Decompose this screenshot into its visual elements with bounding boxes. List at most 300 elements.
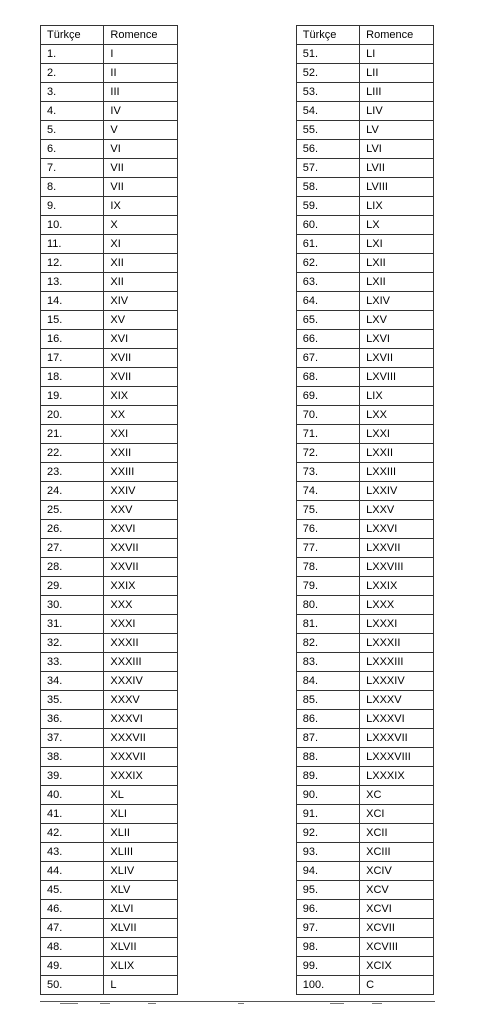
left-romence-cell: XVII [104, 349, 178, 368]
left-romence-cell: IX [104, 197, 178, 216]
table-row [41, 805, 434, 824]
column-gap [178, 539, 297, 558]
right-romence-cell: LX [360, 216, 434, 235]
table-row [41, 729, 434, 748]
left-romence-cell: II [104, 64, 178, 83]
right-turkce-cell: 70. [296, 406, 359, 425]
left-romence-cell: XXVI [104, 520, 178, 539]
right-romence-cell: LXXVI [360, 520, 434, 539]
right-turkce-cell: 78. [296, 558, 359, 577]
left-romence-cell: XLIII [104, 843, 178, 862]
table-row [41, 596, 434, 615]
left-turkce-cell: 14. [41, 292, 104, 311]
table-row [41, 957, 434, 976]
left-header-turkce: Türkçe [41, 26, 104, 45]
right-romence-cell: LXX [360, 406, 434, 425]
right-romence-cell: LXXII [360, 444, 434, 463]
left-turkce-cell: 21. [41, 425, 104, 444]
left-turkce-cell: 33. [41, 653, 104, 672]
left-turkce-cell: 41. [41, 805, 104, 824]
column-gap [178, 140, 297, 159]
right-romence-cell: LIV [360, 102, 434, 121]
right-romence-cell: LIII [360, 83, 434, 102]
left-romence-cell: XLVI [104, 900, 178, 919]
left-turkce-cell: 7. [41, 159, 104, 178]
right-romence-cell: LII [360, 64, 434, 83]
right-romence-cell: LXXV [360, 501, 434, 520]
column-gap [178, 406, 297, 425]
column-gap [178, 843, 297, 862]
left-turkce-cell: 28. [41, 558, 104, 577]
column-gap [178, 368, 297, 387]
left-turkce-cell: 24. [41, 482, 104, 501]
left-romence-cell: XXIV [104, 482, 178, 501]
left-romence-cell: XXXVII [104, 729, 178, 748]
right-turkce-cell: 59. [296, 197, 359, 216]
cut-text-fragment [330, 1003, 344, 1004]
right-turkce-cell: 51. [296, 45, 359, 64]
right-turkce-cell: 77. [296, 539, 359, 558]
left-romence-cell: IV [104, 102, 178, 121]
left-turkce-cell: 29. [41, 577, 104, 596]
table-row [41, 254, 434, 273]
table-row [41, 881, 434, 900]
right-turkce-cell: 63. [296, 273, 359, 292]
cut-text-fragment [60, 1003, 78, 1004]
table-row [41, 463, 434, 482]
left-romence-cell: III [104, 83, 178, 102]
left-turkce-cell: 26. [41, 520, 104, 539]
left-romence-cell: XXVII [104, 539, 178, 558]
table-row [41, 938, 434, 957]
left-turkce-cell: 31. [41, 615, 104, 634]
left-turkce-cell: 46. [41, 900, 104, 919]
table-row [41, 710, 434, 729]
column-gap [178, 653, 297, 672]
column-gap [178, 64, 297, 83]
left-turkce-cell: 47. [41, 919, 104, 938]
column-gap [178, 178, 297, 197]
left-romence-cell: XXVII [104, 558, 178, 577]
table-row [41, 64, 434, 83]
left-turkce-cell: 48. [41, 938, 104, 957]
left-romence-cell: VII [104, 159, 178, 178]
right-turkce-cell: 99. [296, 957, 359, 976]
right-romence-cell: XCII [360, 824, 434, 843]
right-romence-cell: LXXIX [360, 577, 434, 596]
left-romence-cell: XXXIX [104, 767, 178, 786]
column-gap [178, 824, 297, 843]
right-turkce-cell: 90. [296, 786, 359, 805]
left-turkce-cell: 6. [41, 140, 104, 159]
right-turkce-cell: 61. [296, 235, 359, 254]
right-romence-cell: LXIV [360, 292, 434, 311]
table-row [41, 387, 434, 406]
left-romence-cell: XXXVI [104, 710, 178, 729]
left-turkce-cell: 25. [41, 501, 104, 520]
table-row [41, 767, 434, 786]
left-romence-cell: XVII [104, 368, 178, 387]
table-row [41, 406, 434, 425]
right-romence-cell: LXXXIX [360, 767, 434, 786]
left-turkce-cell: 32. [41, 634, 104, 653]
table-row [41, 615, 434, 634]
left-romence-cell: XI [104, 235, 178, 254]
right-turkce-cell: 62. [296, 254, 359, 273]
left-romence-cell: XLI [104, 805, 178, 824]
right-turkce-cell: 58. [296, 178, 359, 197]
table-row [41, 672, 434, 691]
column-gap [178, 615, 297, 634]
table-row [41, 786, 434, 805]
left-romence-cell: XII [104, 273, 178, 292]
right-turkce-cell: 88. [296, 748, 359, 767]
right-romence-cell: LXXXV [360, 691, 434, 710]
column-gap [178, 121, 297, 140]
left-turkce-cell: 22. [41, 444, 104, 463]
table-row [41, 824, 434, 843]
right-romence-cell: XCVI [360, 900, 434, 919]
right-romence-cell: LXXXI [360, 615, 434, 634]
right-turkce-cell: 79. [296, 577, 359, 596]
table-row [41, 444, 434, 463]
right-romence-cell: LXII [360, 273, 434, 292]
table-row [41, 83, 434, 102]
column-gap [178, 159, 297, 178]
table-row [41, 292, 434, 311]
left-turkce-cell: 18. [41, 368, 104, 387]
right-turkce-cell: 66. [296, 330, 359, 349]
right-turkce-cell: 71. [296, 425, 359, 444]
right-romence-cell: C [360, 976, 434, 995]
left-romence-cell: XXII [104, 444, 178, 463]
left-romence-cell: XXI [104, 425, 178, 444]
left-romence-cell: XXIX [104, 577, 178, 596]
right-turkce-cell: 76. [296, 520, 359, 539]
left-romence-cell: VII [104, 178, 178, 197]
left-romence-cell: XL [104, 786, 178, 805]
left-turkce-cell: 40. [41, 786, 104, 805]
column-gap [178, 387, 297, 406]
table-row [41, 900, 434, 919]
left-turkce-cell: 3. [41, 83, 104, 102]
table-row [41, 311, 434, 330]
left-romence-cell: XXXII [104, 634, 178, 653]
column-gap [178, 938, 297, 957]
right-turkce-cell: 54. [296, 102, 359, 121]
table-row [41, 102, 434, 121]
column-gap [178, 463, 297, 482]
table-row [41, 140, 434, 159]
right-turkce-cell: 91. [296, 805, 359, 824]
right-romence-cell: XCV [360, 881, 434, 900]
right-turkce-cell: 72. [296, 444, 359, 463]
right-turkce-cell: 96. [296, 900, 359, 919]
left-turkce-cell: 37. [41, 729, 104, 748]
left-turkce-cell: 43. [41, 843, 104, 862]
right-turkce-cell: 92. [296, 824, 359, 843]
right-romence-cell: LXVIII [360, 368, 434, 387]
left-romence-cell: XLVII [104, 938, 178, 957]
right-turkce-cell: 53. [296, 83, 359, 102]
left-turkce-cell: 5. [41, 121, 104, 140]
right-romence-cell: LXXIV [360, 482, 434, 501]
right-turkce-cell: 84. [296, 672, 359, 691]
table-row [41, 368, 434, 387]
column-gap [178, 273, 297, 292]
left-romence-cell: XXXVII [104, 748, 178, 767]
table-row [41, 121, 434, 140]
right-romence-cell: LXXI [360, 425, 434, 444]
right-romence-cell: LVI [360, 140, 434, 159]
right-turkce-cell: 100. [296, 976, 359, 995]
table-row [41, 577, 434, 596]
right-turkce-cell: 52. [296, 64, 359, 83]
table-row [41, 634, 434, 653]
right-turkce-cell: 67. [296, 349, 359, 368]
right-header-romence: Romence [360, 26, 434, 45]
table-row [41, 349, 434, 368]
left-romence-cell: XVI [104, 330, 178, 349]
column-gap [178, 862, 297, 881]
left-turkce-cell: 20. [41, 406, 104, 425]
right-turkce-cell: 65. [296, 311, 359, 330]
right-turkce-cell: 97. [296, 919, 359, 938]
column-gap [178, 672, 297, 691]
cut-text-fragment [372, 1003, 382, 1004]
left-romence-cell: XXXIII [104, 653, 178, 672]
column-gap [178, 577, 297, 596]
table-row [41, 919, 434, 938]
column-gap [178, 482, 297, 501]
cut-text-fragment [148, 1003, 156, 1004]
right-romence-cell: LV [360, 121, 434, 140]
column-gap [178, 425, 297, 444]
left-turkce-cell: 2. [41, 64, 104, 83]
right-turkce-cell: 89. [296, 767, 359, 786]
column-gap [178, 197, 297, 216]
table-row [41, 748, 434, 767]
left-romence-cell: XLV [104, 881, 178, 900]
table-row [41, 520, 434, 539]
right-romence-cell: LXXIII [360, 463, 434, 482]
left-turkce-cell: 27. [41, 539, 104, 558]
left-romence-cell: XV [104, 311, 178, 330]
column-gap [178, 330, 297, 349]
right-turkce-cell: 64. [296, 292, 359, 311]
table-row [41, 501, 434, 520]
right-turkce-cell: 98. [296, 938, 359, 957]
column-gap [178, 444, 297, 463]
column-gap [178, 349, 297, 368]
left-romence-cell: XIX [104, 387, 178, 406]
left-turkce-cell: 38. [41, 748, 104, 767]
left-turkce-cell: 19. [41, 387, 104, 406]
table-row [41, 197, 434, 216]
left-romence-cell: X [104, 216, 178, 235]
right-turkce-cell: 93. [296, 843, 359, 862]
right-turkce-cell: 60. [296, 216, 359, 235]
left-romence-cell: VI [104, 140, 178, 159]
left-turkce-cell: 16. [41, 330, 104, 349]
cut-text-fragment [100, 1003, 110, 1004]
left-turkce-cell: 50. [41, 976, 104, 995]
left-turkce-cell: 1. [41, 45, 104, 64]
column-gap [178, 729, 297, 748]
column-gap [178, 26, 297, 45]
table-row [41, 843, 434, 862]
right-turkce-cell: 75. [296, 501, 359, 520]
left-romence-cell: XX [104, 406, 178, 425]
right-romence-cell: XCIX [360, 957, 434, 976]
right-turkce-cell: 74. [296, 482, 359, 501]
right-turkce-cell: 55. [296, 121, 359, 140]
column-gap [178, 292, 297, 311]
right-romence-cell: XCI [360, 805, 434, 824]
column-gap [178, 102, 297, 121]
right-turkce-cell: 82. [296, 634, 359, 653]
column-gap [178, 900, 297, 919]
column-gap [178, 83, 297, 102]
right-romence-cell: LXXVIII [360, 558, 434, 577]
table-row [41, 235, 434, 254]
right-romence-cell: XCVII [360, 919, 434, 938]
column-gap [178, 919, 297, 938]
left-turkce-cell: 23. [41, 463, 104, 482]
column-gap [178, 957, 297, 976]
left-romence-cell: XIV [104, 292, 178, 311]
right-romence-cell: LXVII [360, 349, 434, 368]
right-romence-cell: LVII [360, 159, 434, 178]
table-row [41, 159, 434, 178]
right-turkce-cell: 80. [296, 596, 359, 615]
right-turkce-cell: 83. [296, 653, 359, 672]
left-romence-cell: XII [104, 254, 178, 273]
table-row [41, 178, 434, 197]
right-romence-cell: LI [360, 45, 434, 64]
left-romence-cell: XLII [104, 824, 178, 843]
left-turkce-cell: 44. [41, 862, 104, 881]
right-turkce-cell: 56. [296, 140, 359, 159]
left-turkce-cell: 42. [41, 824, 104, 843]
left-romence-cell: XLVII [104, 919, 178, 938]
page-bottom-rule [40, 1001, 435, 1002]
left-turkce-cell: 34. [41, 672, 104, 691]
column-gap [178, 558, 297, 577]
table-row [41, 482, 434, 501]
table-row [41, 976, 434, 995]
right-turkce-cell: 81. [296, 615, 359, 634]
column-gap [178, 311, 297, 330]
right-romence-cell: LIX [360, 387, 434, 406]
column-gap [178, 786, 297, 805]
table-row [41, 691, 434, 710]
right-turkce-cell: 94. [296, 862, 359, 881]
table-row [41, 539, 434, 558]
table-row [41, 45, 434, 64]
numerals-table-body [41, 26, 434, 995]
right-romence-cell: LIX [360, 197, 434, 216]
left-turkce-cell: 45. [41, 881, 104, 900]
right-turkce-cell: 68. [296, 368, 359, 387]
table-row [41, 216, 434, 235]
column-gap [178, 976, 297, 995]
numerals-table [40, 25, 434, 995]
right-romence-cell: LXVI [360, 330, 434, 349]
right-romence-cell: XCIV [360, 862, 434, 881]
right-romence-cell: LVIII [360, 178, 434, 197]
right-turkce-cell: 95. [296, 881, 359, 900]
right-romence-cell: LXV [360, 311, 434, 330]
right-romence-cell: LXXXIV [360, 672, 434, 691]
left-turkce-cell: 4. [41, 102, 104, 121]
cut-text-fragment [238, 1003, 244, 1004]
column-gap [178, 501, 297, 520]
right-turkce-cell: 69. [296, 387, 359, 406]
left-turkce-cell: 8. [41, 178, 104, 197]
column-gap [178, 691, 297, 710]
left-romence-cell: V [104, 121, 178, 140]
column-gap [178, 881, 297, 900]
column-gap [178, 805, 297, 824]
column-gap [178, 45, 297, 64]
table-row [41, 558, 434, 577]
left-turkce-cell: 9. [41, 197, 104, 216]
right-turkce-cell: 87. [296, 729, 359, 748]
right-romence-cell: LXXXII [360, 634, 434, 653]
left-romence-cell: XXXI [104, 615, 178, 634]
left-header-romence: Romence [104, 26, 178, 45]
column-gap [178, 520, 297, 539]
right-romence-cell: XCVIII [360, 938, 434, 957]
left-turkce-cell: 10. [41, 216, 104, 235]
right-romence-cell: LXI [360, 235, 434, 254]
left-turkce-cell: 17. [41, 349, 104, 368]
table-row [41, 653, 434, 672]
right-romence-cell: XC [360, 786, 434, 805]
left-turkce-cell: 13. [41, 273, 104, 292]
right-romence-cell: LXXXVI [360, 710, 434, 729]
left-turkce-cell: 11. [41, 235, 104, 254]
column-gap [178, 216, 297, 235]
right-turkce-cell: 85. [296, 691, 359, 710]
left-turkce-cell: 36. [41, 710, 104, 729]
right-header-turkce: Türkçe [296, 26, 359, 45]
table-row [41, 330, 434, 349]
left-romence-cell: XLIV [104, 862, 178, 881]
left-turkce-cell: 15. [41, 311, 104, 330]
column-gap [178, 767, 297, 786]
right-romence-cell: XCIII [360, 843, 434, 862]
left-romence-cell: XXXV [104, 691, 178, 710]
table-row [41, 862, 434, 881]
left-romence-cell: L [104, 976, 178, 995]
right-turkce-cell: 73. [296, 463, 359, 482]
left-turkce-cell: 35. [41, 691, 104, 710]
column-gap [178, 235, 297, 254]
right-romence-cell: LXXXVIII [360, 748, 434, 767]
column-gap [178, 634, 297, 653]
left-turkce-cell: 39. [41, 767, 104, 786]
left-turkce-cell: 12. [41, 254, 104, 273]
column-gap [178, 596, 297, 615]
right-romence-cell: LXXXVII [360, 729, 434, 748]
right-romence-cell: LXII [360, 254, 434, 273]
header-row [41, 26, 434, 45]
left-turkce-cell: 49. [41, 957, 104, 976]
right-romence-cell: LXXXIII [360, 653, 434, 672]
right-romence-cell: LXXX [360, 596, 434, 615]
